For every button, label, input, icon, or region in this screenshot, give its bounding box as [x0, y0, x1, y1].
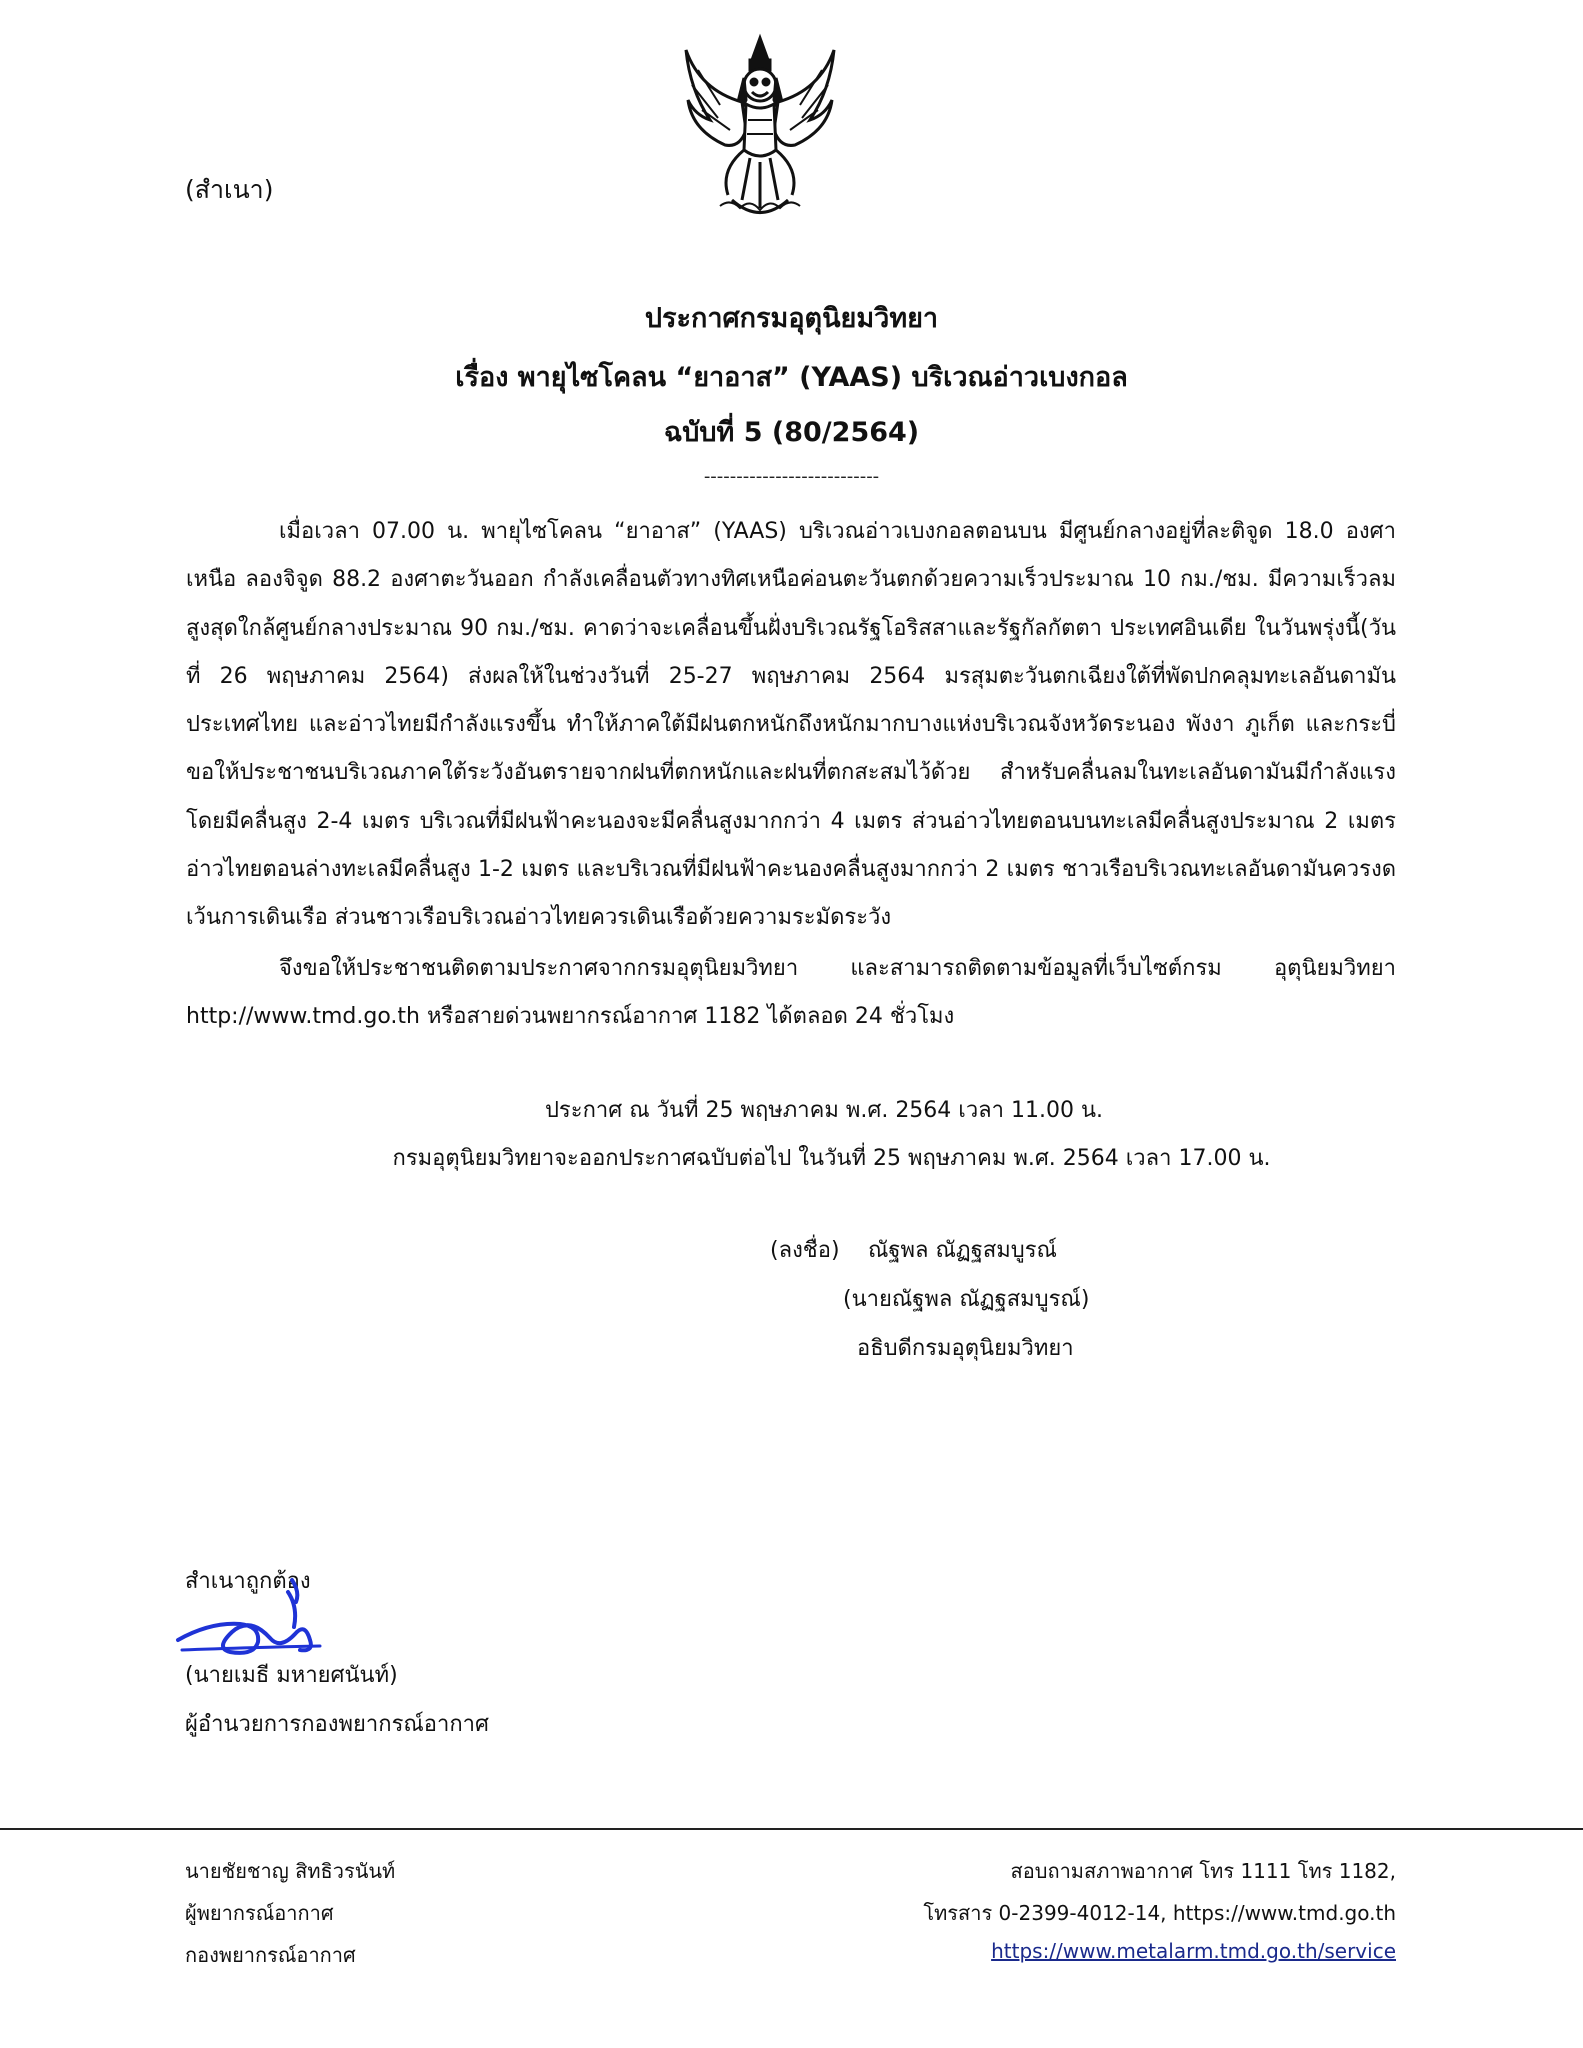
metalarm-service-link[interactable]: https://www.metalarm.tmd.go.th/service — [991, 1939, 1396, 1963]
signatory-full-name: (นายณัฐพล ณัฏฐสมบูรณ์) — [843, 1287, 1090, 1312]
certifier-name: (นายเมธี มหายศนันท์) — [185, 1663, 398, 1688]
garuda-emblem-icon — [680, 30, 840, 230]
copy-mark: (สำเนา) — [185, 175, 274, 204]
signature-label: (ลงชื่อ) — [770, 1238, 840, 1263]
body-paragraph-1: เมื่อเวลา 07.00 น. พายุไซโคลน “ยาอาส” (YAAS) บริเวณอ่าวเบงกอลตอนบน มีศูนย์กลางอยู่ที่ละติจูด 18.0 องศาเหนือ ลองจิจูด 88.2 องศาตะวันออก กำลังเคลื่อนตัวทางทิศเหนือค่อนตะวันตกด้วยความเร็วประมาณ 10 กม./ชม. มีความเร็วลมสูงสุดใกล้ศูนย์กลางประมาณ 90 กม./ชม. คาดว่าจะเคลื่อนขึ้นฝั่งบริเวณรัฐโอริสสาและรัฐกัลกัตตา ประเทศอินเดีย ในวันพรุ่งนี้(วันที่ 26 พฤษภาคม 2564) ส่งผลให้ในช่วงวันที่ 25-27 พฤษภาคม 2564 มรสุมตะวันตกเฉียงใต้ที่พัดปกคลุมทะเลอันดามัน ประเทศไทย และอ่าวไทยมีกำลังแรงขึ้น ทำให้ภาคใต้มีฝนตกหนักถึงหนักมากบางแห่งบริเวณจังหวัดระนอง พังงา ภูเก็ต และกระบี่ ขอให้ประชาชนบริเวณภาคใต้ระวังอันตรายจากฝนที่ตกหนักและฝนที่ตกสะสมไว้ด้วย สำหรับคลื่นลมในทะเลอันดามันมีกำลังแรง โดยมีคลื่นสูง 2-4 เมตร บริเวณที่มีฝนฟ้าคะนองจะมีคลื่นสูงมากกว่า 4 เมตร ส่วนอ่าวไทยตอนบนทะเลมีคลื่นสูงประมาณ 2 เมตร อ่าวไทยตอนล่างทะเลมีคลื่นสูง 1-2 เมตร และบริเวณที่มีฝนฟ้าคะนองคลื่นสูงมากกว่า 2 เมตร ชาวเรือบริเวณทะเลอันดามันควรงดเว้นการเดินเรือ ส่วนชาวเรือบริเวณอ่าวไทยควรเดินเรือด้วยความระมัดระวัง — [186, 519, 1396, 931]
document-subject: เรื่อง พายุไซโคลน “ยาอาส” (YAAS) บริเวณอ่าวเบงกอล — [455, 362, 1128, 393]
footer-divider — [0, 1828, 1583, 1830]
forecaster-division: กองพยากรณ์อากาศ — [185, 1943, 356, 1967]
handwritten-signature — [170, 1552, 330, 1662]
certified-copy-label: สำเนาถูกต้อง — [185, 1569, 311, 1594]
document-title: ประกาศกรมอุตุนิยมวิทยา — [644, 303, 939, 334]
signatory-position: อธิบดีกรมอุตุนิยมวิทยา — [857, 1336, 1074, 1361]
contact-phone: สอบถามสภาพอากาศ โทร 1111 โทร 1182, — [1010, 1859, 1396, 1883]
body-paragraph-2: จึงขอให้ประชาชนติดตามประกาศจากกรมอุตุนิยมวิทยา และสามารถติดตามข้อมูลที่เว็บไซต์กรม อุตุนิยมวิทยา http://www.tmd.go.th หรือสายด่วนพยากรณ์อากาศ 1182 ได้ตลอด 24 ชั่วโมง — [186, 956, 1396, 1030]
signatory-name: ณัฐพล ณัฏฐสมบูรณ์ — [868, 1238, 1057, 1263]
forecaster-name: นายชัยชาญ สิทธิวรนันท์ — [185, 1859, 396, 1883]
certifier-position: ผู้อำนวยการกองพยากรณ์อากาศ — [185, 1712, 490, 1737]
next-announcement: กรมอุตุนิยมวิทยาจะออกประกาศฉบับต่อไป ในวันที่ 25 พฤษภาคม พ.ศ. 2564 เวลา 17.00 น. — [392, 1146, 1271, 1171]
title-divider: --------------------------- — [703, 466, 880, 487]
forecaster-role: ผู้พยากรณ์อากาศ — [185, 1901, 334, 1925]
announcement-date: ประกาศ ณ วันที่ 25 พฤษภาคม พ.ศ. 2564 เวลา 11.00 น. — [544, 1098, 1104, 1123]
document-issue-number: ฉบับที่ 5 (80/2564) — [663, 417, 920, 448]
contact-fax-website: โทรสาร 0-2399-4012-14, https://www.tmd.go.th — [923, 1901, 1396, 1925]
